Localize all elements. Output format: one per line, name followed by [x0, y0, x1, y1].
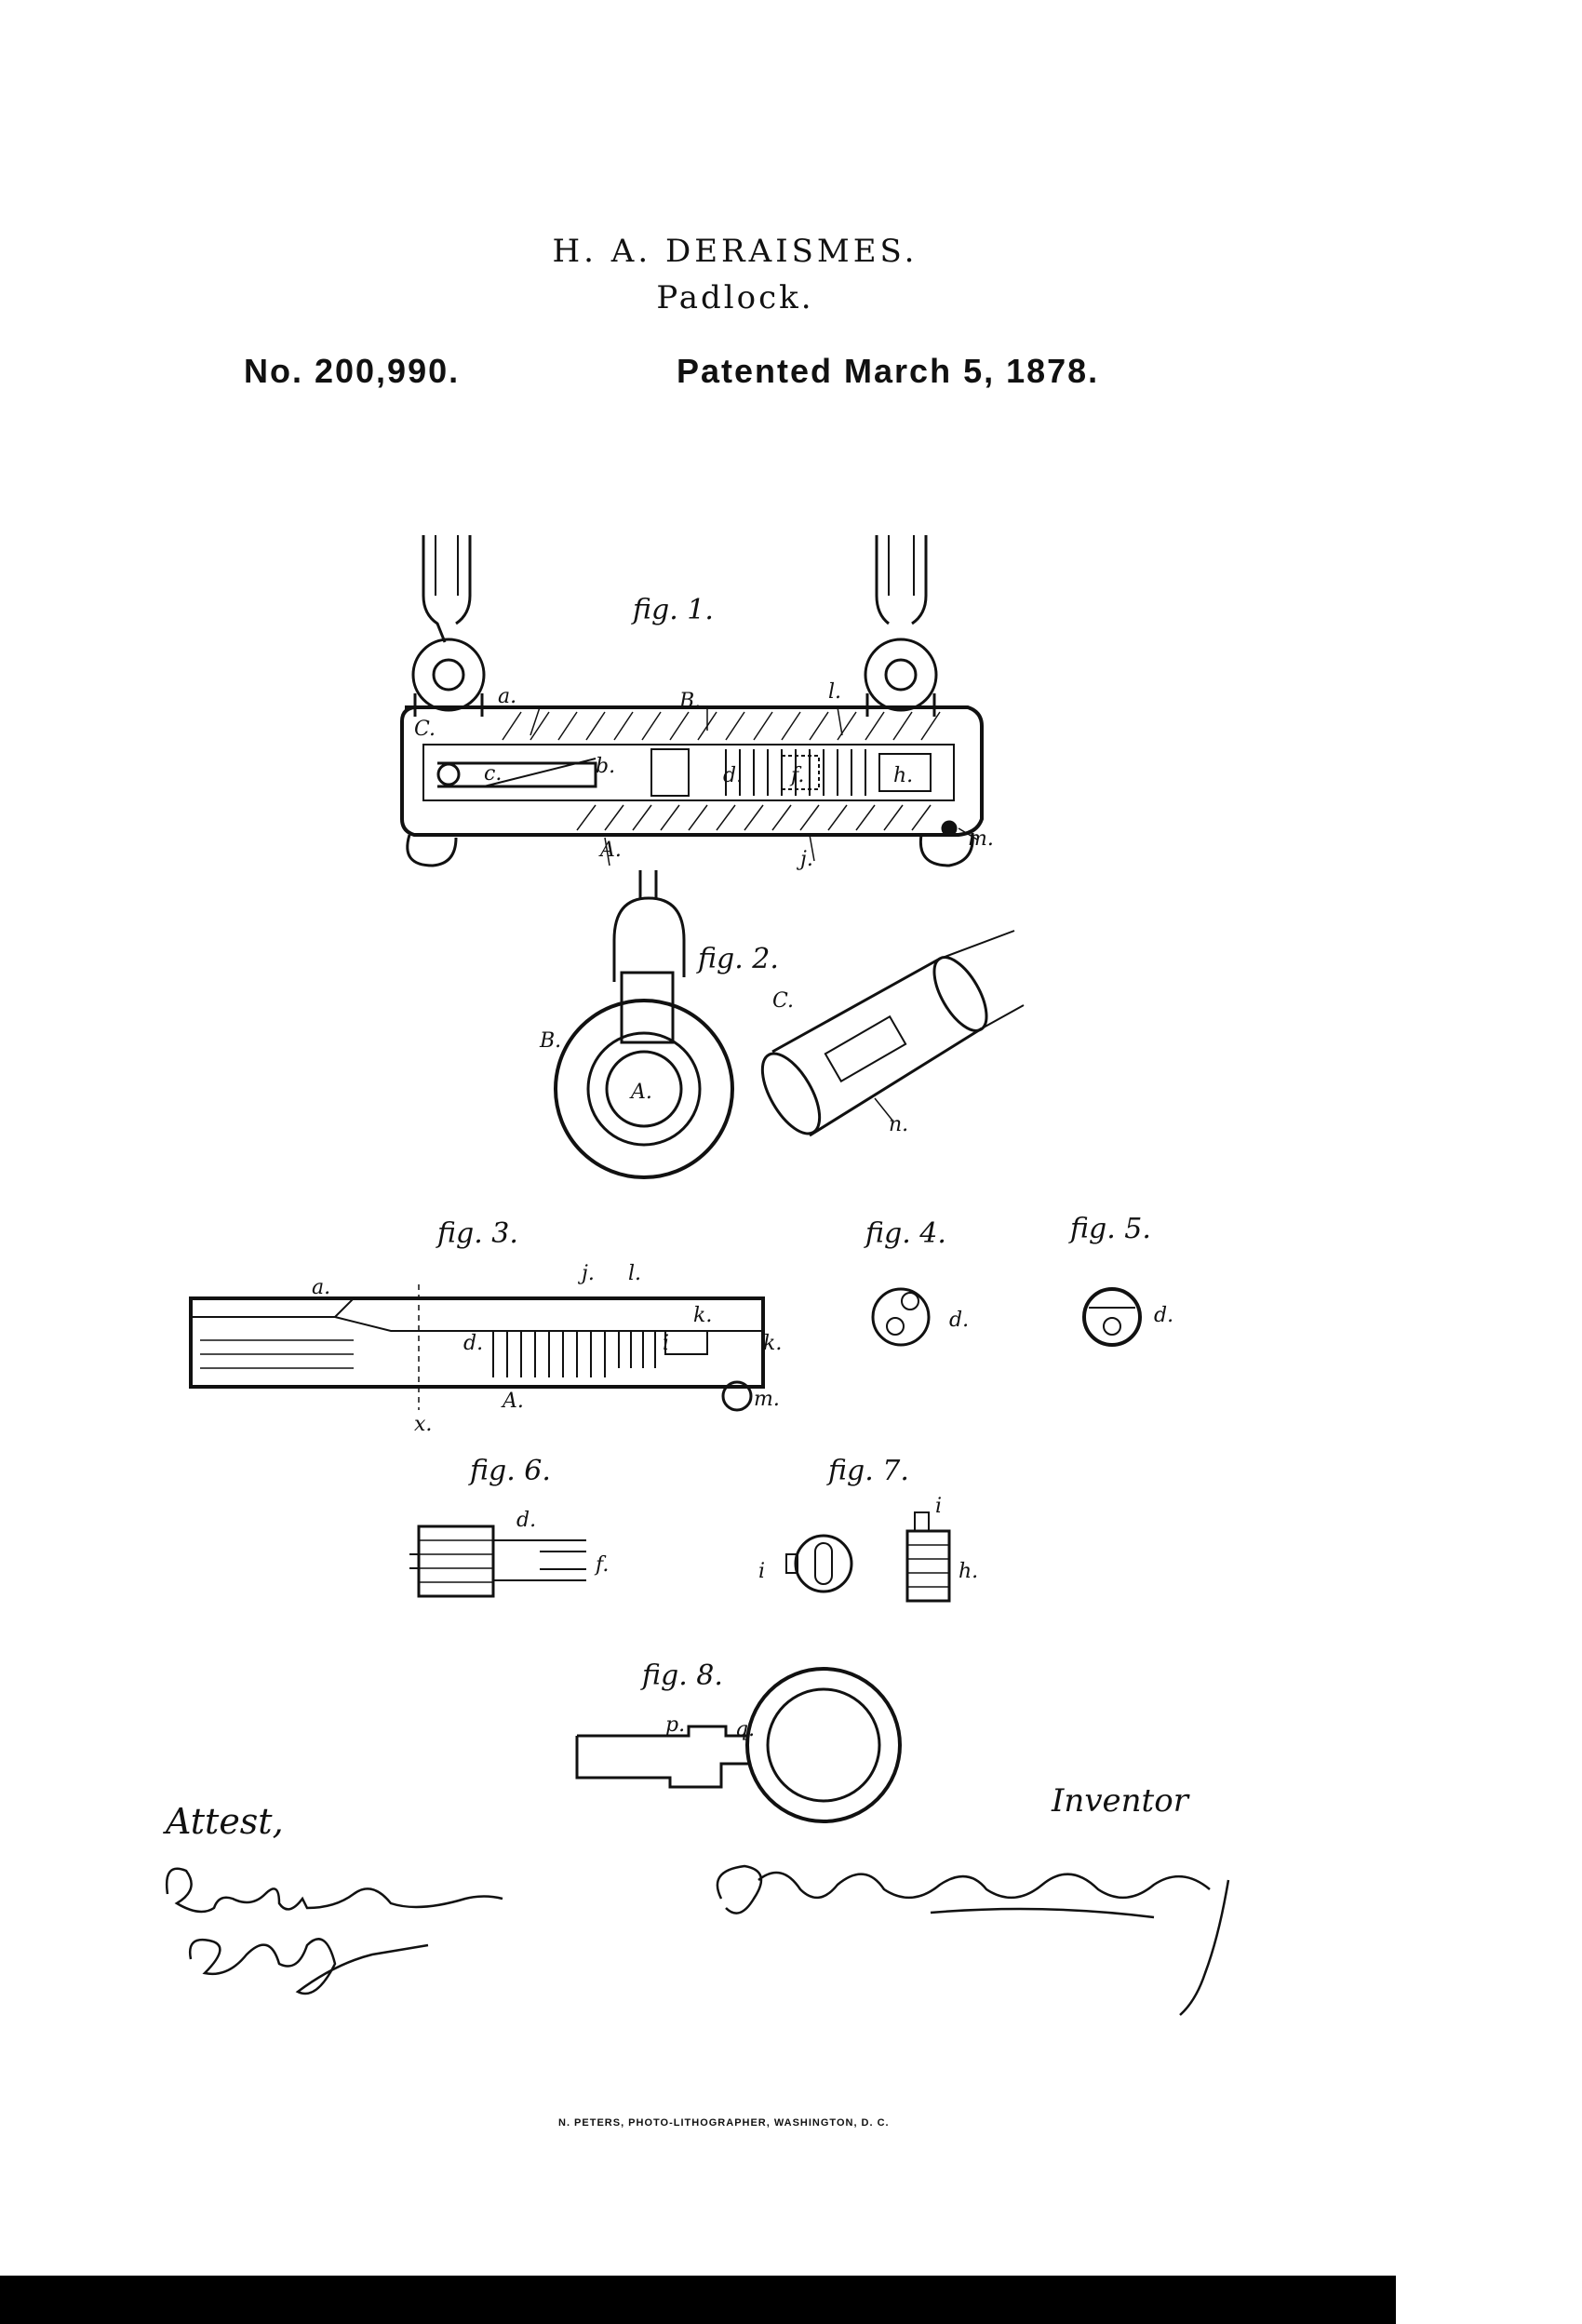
fig-6-drawing — [409, 1526, 586, 1596]
part-label-j-fig1: j. — [800, 848, 813, 871]
fig-2-drawing — [556, 870, 1024, 1177]
part-label-f-fig1: f. — [791, 764, 805, 787]
part-label-A-fig1: A. — [600, 839, 622, 862]
part-label-m-fig3: m. — [754, 1388, 780, 1411]
fig-7-drawing — [786, 1512, 949, 1601]
fig-7-label: fig. 7. — [828, 1455, 909, 1487]
part-label-k-fig3a: k. — [693, 1304, 713, 1327]
part-label-i-fig3: i — [663, 1332, 670, 1355]
part-label-c: c. — [484, 762, 503, 786]
part-label-C-fig2: C. — [772, 989, 795, 1013]
part-label-m-fig1: m. — [968, 827, 994, 851]
patent-date: Patented March 5, 1878. — [677, 352, 1100, 390]
part-label-B-fig2: B. — [540, 1029, 562, 1053]
part-label-i-fig7b: i — [935, 1495, 943, 1518]
printer-credit: N. PETERS, PHOTO-LITHOGRAPHER, WASHINGTON, D. C. — [558, 2117, 890, 2129]
part-label-d-fig1: d. — [723, 764, 744, 787]
attest-label: Attest, — [166, 1801, 284, 1842]
part-label-k-fig3b: k. — [763, 1332, 783, 1355]
fig-4-label: fig. 4. — [865, 1217, 946, 1250]
inventor-name: H. A. DERAISMES. — [552, 233, 918, 270]
part-label-a-fig3: a. — [312, 1276, 331, 1299]
fig-3-label: fig. 3. — [437, 1217, 518, 1250]
part-label-d-fig4: d. — [949, 1309, 970, 1332]
patent-number: No. 200,990. — [244, 352, 461, 390]
part-label-q: q. — [735, 1718, 756, 1741]
part-label-a: a. — [498, 685, 517, 708]
inventor-signature-image — [717, 1866, 1228, 2015]
fig-1-label: fig. 1. — [633, 594, 714, 626]
part-label-p: p. — [665, 1713, 686, 1737]
fig-4-drawing — [873, 1289, 929, 1345]
part-label-d-fig6: d. — [516, 1509, 537, 1532]
fig-8-label: fig. 8. — [642, 1659, 723, 1692]
part-label-C: C. — [414, 718, 436, 741]
fig-5-drawing — [1084, 1289, 1140, 1345]
fig-5-label: fig. 5. — [1070, 1213, 1151, 1245]
part-label-x: x. — [414, 1413, 433, 1436]
fig-6-label: fig. 6. — [470, 1455, 551, 1487]
fig-8-drawing — [577, 1669, 900, 1821]
part-label-A-fig3: A. — [503, 1390, 524, 1413]
part-label-b: b. — [596, 755, 616, 778]
part-label-B: B. — [679, 690, 702, 713]
part-label-h-fig7: h. — [959, 1560, 979, 1583]
patent-title: Padlock. — [656, 279, 814, 316]
part-label-l-fig3: l. — [628, 1262, 642, 1285]
part-label-h-fig1: h. — [893, 764, 914, 787]
part-label-i-fig7a: i — [758, 1560, 766, 1583]
part-label-d-fig5: d. — [1154, 1304, 1174, 1327]
part-label-A-fig2: A. — [631, 1081, 652, 1104]
part-label-j-fig3: j. — [582, 1262, 595, 1285]
part-label-f-fig6: f. — [596, 1553, 610, 1577]
witness-signatures-image — [167, 1869, 503, 1994]
part-label-n: n. — [889, 1113, 909, 1136]
scan-edge-bar — [0, 2276, 1396, 2324]
part-label-l: l. — [828, 680, 842, 704]
inventor-label: Inventor — [1052, 1782, 1188, 1820]
part-label-d-fig3: d. — [463, 1332, 484, 1355]
fig-2-label: fig. 2. — [698, 943, 779, 975]
